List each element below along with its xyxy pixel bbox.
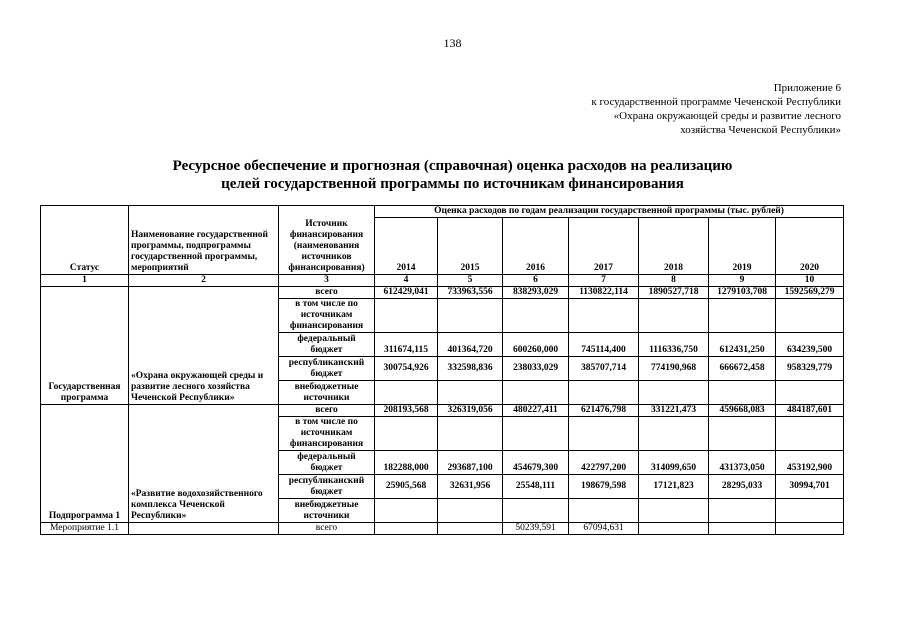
value-cell: 50239,591 [503,523,569,535]
header-year: 2014 [375,218,438,275]
value-cell: 25905,568 [375,475,438,499]
source-cell: республиканский бюджет [279,357,375,381]
source-cell: в том числе по источникам финансирования [279,299,375,333]
value-cell [639,381,709,405]
value-cell: 208193,568 [375,405,438,417]
value-cell [503,299,569,333]
value-cell: 17121,823 [639,475,709,499]
value-cell: 838293,029 [503,287,569,299]
column-number: 5 [438,275,503,287]
value-cell: 612431,250 [709,333,776,357]
table-row [41,287,844,299]
appendix-line: к государственной программе Чеченской Республики [591,96,841,108]
page-number: 138 [443,36,462,50]
value-cell: 314099,650 [639,451,709,475]
header-year: 2017 [569,218,639,275]
value-cell [438,523,503,535]
source-cell: внебюджетные источники [279,499,375,523]
value-cell [569,499,639,523]
value-cell: 198679,598 [569,475,639,499]
source-cell: федеральный бюджет [279,333,375,357]
value-cell [375,381,438,405]
value-cell: 182288,000 [375,451,438,475]
value-cell [709,417,776,451]
header-year: 2020 [776,218,844,275]
value-cell: 25548,111 [503,475,569,499]
value-cell: 311674,115 [375,333,438,357]
table-row [41,405,844,417]
value-cell: 28295,033 [709,475,776,499]
value-cell: 1592569,279 [776,287,844,299]
appendix-line: Приложение 6 [773,82,841,94]
table-row [41,523,844,535]
value-cell: 238033,029 [503,357,569,381]
status-cell: Государственная программа [41,287,129,405]
value-cell: 401364,720 [438,333,503,357]
status-cell: Подпрограмма 1 [41,405,129,523]
value-cell: 1130822,114 [569,287,639,299]
column-number: 10 [776,275,844,287]
value-cell [639,299,709,333]
column-number: 6 [503,275,569,287]
value-cell: 332598,836 [438,357,503,381]
funding-table [40,205,844,535]
value-cell [709,499,776,523]
value-cell: 293687,100 [438,451,503,475]
value-cell [375,299,438,333]
value-cell [709,523,776,535]
value-cell [503,499,569,523]
value-cell: 67094,631 [569,523,639,535]
header-year: 2018 [639,218,709,275]
value-cell: 1890527,718 [639,287,709,299]
column-number: 3 [279,275,375,287]
value-cell: 30994,701 [776,475,844,499]
header-source: Источник финансирования (наименования источников финансирования) [279,206,375,275]
appendix-line: хозяйства Чеченской Республики» [680,124,841,136]
value-cell: 484187,601 [776,405,844,417]
value-cell: 32631,956 [438,475,503,499]
column-number: 9 [709,275,776,287]
program-name-cell: «Развитие водохозяйственного комплекса Чеченской Республики» [129,405,279,523]
source-cell: в том числе по источникам финансирования [279,417,375,451]
value-cell: 454679,300 [503,451,569,475]
title-line: целей государственной программы по источникам финансирования [221,176,684,192]
value-cell: 431373,050 [709,451,776,475]
value-cell [375,499,438,523]
column-number: 1 [41,275,129,287]
value-cell: 331221,473 [639,405,709,417]
value-cell: 1279103,708 [709,287,776,299]
value-cell [776,499,844,523]
value-cell [375,417,438,451]
source-cell: республиканский бюджет [279,475,375,499]
program-name-cell [129,523,279,535]
value-cell [709,381,776,405]
appendix-line: «Охрана окружающей среды и развитие лесного [613,110,841,122]
value-cell [776,299,844,333]
header-year: 2016 [503,218,569,275]
value-cell [569,299,639,333]
value-cell: 745114,400 [569,333,639,357]
value-cell [438,381,503,405]
value-cell: 666672,458 [709,357,776,381]
value-cell: 733963,556 [438,287,503,299]
value-cell: 385707,714 [569,357,639,381]
status-cell: Мероприятие 1.1 [41,523,129,535]
value-cell [438,299,503,333]
program-name-cell: «Охрана окружающей среды и развитие лесного хозяйства Чеченской Республики» [129,287,279,405]
value-cell [639,523,709,535]
source-cell: федеральный бюджет [279,451,375,475]
value-cell [776,417,844,451]
source-cell: всего [279,405,375,417]
value-cell [375,523,438,535]
column-number: 2 [129,275,279,287]
value-cell [776,523,844,535]
title-line: Ресурсное обеспечение и прогнозная (справочная) оценка расходов на реализацию [172,158,733,174]
value-cell: 1116336,750 [639,333,709,357]
value-cell [503,417,569,451]
source-cell: всего [279,523,375,535]
source-cell: внебюджетные источники [279,381,375,405]
value-cell [438,417,503,451]
column-number: 4 [375,275,438,287]
document-title [0,157,905,193]
value-cell [438,499,503,523]
value-cell: 453192,900 [776,451,844,475]
header-name: Наименование государственной программы, подпрограммы государственной программы, мероприятий [129,206,279,275]
value-cell: 459668,083 [709,405,776,417]
value-cell [709,299,776,333]
column-number: 8 [639,275,709,287]
value-cell: 612429,041 [375,287,438,299]
header-year: 2015 [438,218,503,275]
value-cell [776,381,844,405]
value-cell [503,381,569,405]
value-cell [639,417,709,451]
value-cell: 621476,798 [569,405,639,417]
value-cell: 958329,779 [776,357,844,381]
appendix-note [591,81,841,137]
value-cell: 600260,000 [503,333,569,357]
value-cell: 774190,968 [639,357,709,381]
value-cell: 422797,200 [569,451,639,475]
value-cell [569,381,639,405]
value-cell: 634239,500 [776,333,844,357]
value-cell: 480227,411 [503,405,569,417]
header-estimate: Оценка расходов по годам реализации государственной программы (тыс. рублей) [375,206,844,218]
value-cell: 300754,926 [375,357,438,381]
value-cell: 326319,056 [438,405,503,417]
value-cell [639,499,709,523]
value-cell [569,417,639,451]
source-cell: всего [279,287,375,299]
header-year: 2019 [709,218,776,275]
column-number: 7 [569,275,639,287]
header-status: Статус [41,206,129,275]
